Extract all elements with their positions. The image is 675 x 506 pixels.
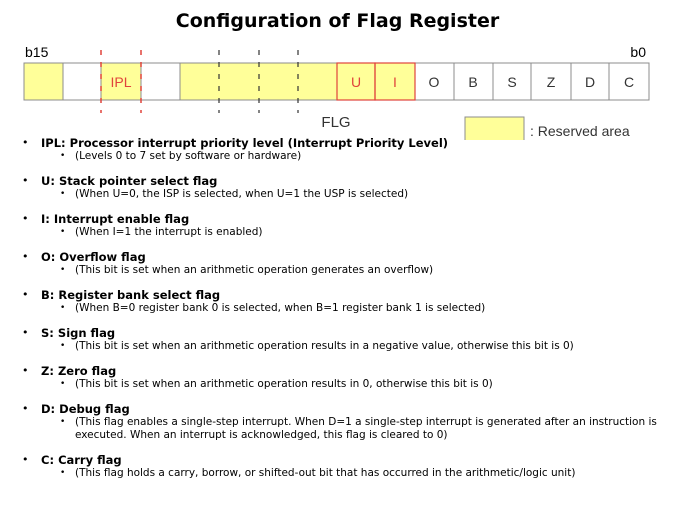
- flag-name: Debug flag: [59, 402, 130, 416]
- list-item: [22, 453, 662, 480]
- flag-key: S:: [41, 326, 54, 340]
- list-item: [22, 326, 662, 353]
- list-item: [22, 250, 662, 277]
- register-name: FLG: [321, 114, 351, 131]
- flag-name: Register bank select flag: [58, 288, 221, 302]
- sub-bullet-icon: •: [60, 379, 66, 389]
- list-item: [22, 364, 662, 391]
- bit-cell-3: [141, 63, 180, 100]
- flag-key: O:: [41, 250, 56, 264]
- sub-bullet-icon: •: [60, 265, 66, 275]
- flag-key: U:: [41, 174, 55, 188]
- sub-bullet-icon: •: [60, 303, 66, 313]
- bit-label-c: C: [623, 74, 635, 90]
- sub-bullet-icon: •: [60, 189, 66, 199]
- page-title: Configuration of Flag Register: [175, 10, 500, 32]
- flag-key: Z:: [41, 364, 54, 378]
- flag-desc: (When U=0, the ISP is selected, when U=1 the USP is selected): [75, 188, 409, 200]
- flag-desc: (This bit is set when an arithmetic operation results in 0, otherwise this bit is 0): [75, 378, 493, 390]
- flag-name: Interrupt enable flag: [53, 212, 190, 226]
- flag-name: Stack pointer select flag: [58, 174, 218, 188]
- bullet-icon: •: [22, 174, 29, 187]
- list-item: [22, 288, 662, 315]
- bit-cell-reserved-4: [180, 63, 337, 100]
- flag-desc: (This bit is set when an arithmetic operation results in a negative value, otherwise this bit is 0): [75, 340, 574, 352]
- flag-desc: (When B=0 register bank 0 is selected, when B=1 register bank 1 is selected): [75, 302, 486, 314]
- bullet-icon: •: [22, 212, 29, 225]
- bit-label-ipl: IPL: [110, 74, 132, 90]
- bit-label-o: O: [428, 74, 440, 90]
- lsb-label: b0: [630, 44, 646, 60]
- bullet-icon: •: [22, 288, 29, 301]
- list-item: [22, 174, 662, 201]
- bullet-icon: •: [22, 453, 29, 466]
- msb-label: b15: [25, 44, 49, 60]
- flag-desc: (This flag holds a carry, borrow, or shifted-out bit that has occurred in the arithmetic/logic unit): [75, 467, 576, 479]
- bit-label-b: B: [468, 74, 478, 90]
- bit-label-u: U: [350, 74, 362, 90]
- sub-bullet-icon: •: [60, 227, 66, 237]
- flag-desc: (Levels 0 to 7 set by software or hardware): [75, 150, 302, 162]
- bit-label-d: D: [584, 74, 596, 90]
- bit-label-i: I: [393, 74, 397, 90]
- bullet-icon: •: [22, 364, 29, 377]
- bit-label-s: S: [507, 74, 517, 90]
- list-item: [22, 136, 662, 163]
- flag-desc: (This flag enables a single-step interrupt. When D=1 a single-step interrupt is generated after an instruction is executed. When an interrupt is acknowledged, this flag is cleared to 0): [75, 416, 657, 441]
- bit-cell-reserved-0: [24, 63, 63, 100]
- flag-name: Sign flag: [57, 326, 116, 340]
- sub-bullet-icon: •: [60, 341, 66, 351]
- flag-key: D:: [41, 402, 56, 416]
- flag-name: Carry flag: [58, 453, 122, 467]
- bullet-icon: •: [22, 326, 29, 339]
- sub-bullet-icon: •: [60, 151, 66, 161]
- sub-bullet-icon: •: [60, 417, 66, 427]
- flag-key: IPL:: [41, 136, 66, 150]
- bullet-icon: •: [22, 402, 29, 415]
- flag-desc: (This bit is set when an arithmetic operation generates an overflow): [75, 264, 434, 276]
- list-item: [22, 212, 662, 239]
- list-item: [22, 402, 662, 442]
- flag-register-diagram: [0, 0, 675, 140]
- bit-label-z: Z: [546, 74, 556, 90]
- flag-key: C:: [41, 453, 55, 467]
- flag-descriptions: [22, 136, 662, 491]
- legend-label: : Reserved area: [530, 123, 630, 139]
- flag-key: B:: [41, 288, 55, 302]
- flag-key: I:: [41, 212, 50, 226]
- flag-desc: (When I=1 the interrupt is enabled): [75, 226, 263, 238]
- sub-bullet-icon: •: [60, 468, 66, 478]
- bullet-icon: •: [22, 136, 29, 149]
- bit-cell-1: [63, 63, 101, 100]
- flag-name: Overflow flag: [59, 250, 146, 264]
- flag-name: Processor interrupt priority level (Interrupt Priority Level): [69, 136, 449, 150]
- bullet-icon: •: [22, 250, 29, 263]
- flag-name: Zero flag: [57, 364, 117, 378]
